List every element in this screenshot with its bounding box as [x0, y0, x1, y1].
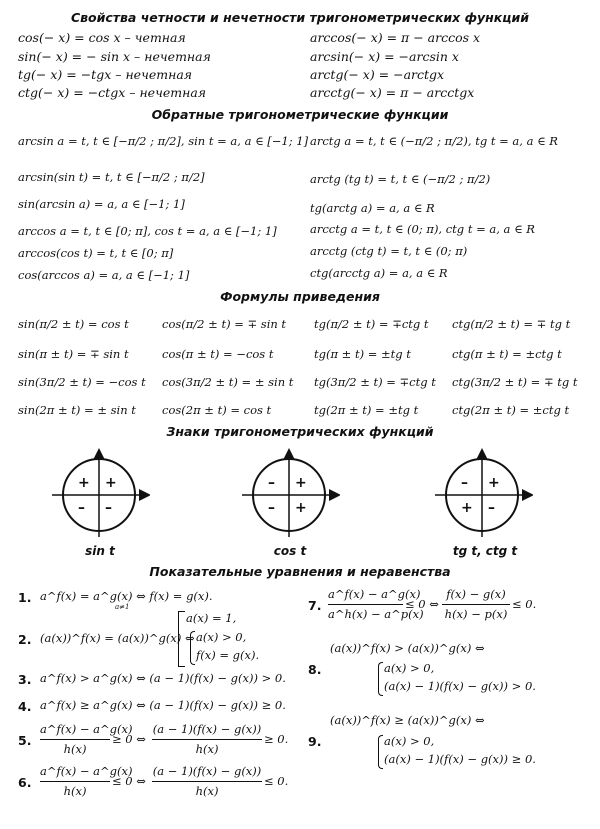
- exp-item-5-den: h(x): [63, 742, 87, 756]
- exp-item-2-formula: (a(x))^f(x) = (a(x))^g(x) ⇔: [40, 631, 195, 645]
- exp-item-6-num: a^f(x) − a^g(x): [40, 764, 133, 778]
- exp-item-6-number: 6.: [18, 775, 32, 790]
- exp-item-5-rel2: ≥ 0.: [264, 732, 289, 746]
- exp-item-7-den: a^h(x) − a^p(x): [328, 607, 424, 621]
- exp-item-5-number: 5.: [18, 733, 32, 748]
- exp-item-2-sys-0: a(x) = 1,: [186, 611, 237, 625]
- exp-item-5-num2: (a − 1)(f(x) − g(x)): [152, 722, 262, 736]
- exponential-title: Показательные уравнения и неравенства: [149, 564, 451, 579]
- exp-item-7-rel: ≤ 0 ⇔: [405, 597, 439, 611]
- tg-q1-sign: +: [488, 475, 500, 491]
- parity-title: Свойства четности и нечетности тригонометрических функций: [70, 10, 530, 25]
- reduction-r0-c2: tg(π/2 ± t) = ∓ctg t: [314, 317, 429, 331]
- exp-item-6-bar: [40, 781, 110, 782]
- tg-circle: [433, 448, 533, 538]
- exp-item-5-bar: [40, 739, 110, 740]
- cos-q2-sign: –: [268, 475, 275, 491]
- exp-item-7-num: a^f(x) − a^g(x): [328, 587, 421, 601]
- inverse-left-5: cos(arccos a) = a, a ∈ [−1; 1]: [18, 268, 190, 282]
- exp-item-5-bar2: [152, 739, 262, 740]
- inverse-right-5: ctg(arcctg a) = a, a ∈ R: [310, 266, 448, 280]
- cos-q1-sign: +: [295, 475, 307, 491]
- inverse-left-3: arccos a = t, t ∈ [0; π], cos t = a, a ∈ [−1; 1]: [18, 224, 277, 238]
- exp-item-8-sys-0: a(x) > 0,: [384, 661, 435, 675]
- exp-item-6-den: h(x): [63, 784, 87, 798]
- sin-q4-sign: –: [105, 500, 112, 516]
- reduction-r2-c1: cos(3π/2 ± t) = ± sin t: [162, 375, 294, 389]
- exp-item-7-rel2: ≤ 0.: [512, 597, 537, 611]
- cos-q4-sign: +: [295, 500, 307, 516]
- inverse-left-1: arcsin(sin t) = t, t ∈ [−π/2 ; π/2]: [18, 170, 205, 184]
- inverse-title: Обратные тригонометрические функции: [151, 107, 449, 122]
- exp-item-7-num2: f(x) − g(x): [446, 587, 506, 601]
- tg-q3-sign: +: [461, 500, 473, 516]
- reduction-title: Формулы приведения: [220, 289, 380, 304]
- exp-item-2-number: 2.: [18, 632, 32, 647]
- exp-item-9-sys-0: a(x) > 0,: [384, 734, 435, 748]
- tg-circle-label: tg t, ctg t: [452, 544, 518, 558]
- parity-right-0: arccos(− x) = π − arccos x: [310, 30, 481, 45]
- reduction-r1-c0: sin(π ± t) = ∓ sin t: [18, 347, 129, 361]
- parity-left-0: cos(− x) = cos x – четная: [18, 30, 186, 45]
- exp-item-7-bar: [328, 604, 403, 605]
- parity-right-2: arctg(− x) = −arctgx: [310, 67, 445, 82]
- reduction-r0-c0: sin(π/2 ± t) = cos t: [18, 317, 129, 331]
- exp-item-9-brace: [378, 735, 383, 769]
- exp-item-7-number: 7.: [308, 598, 322, 613]
- exp-item-8-number: 8.: [308, 662, 322, 677]
- exp-item-7-den2: h(x) − p(x): [444, 607, 508, 621]
- reduction-r0-c3: ctg(π/2 ± t) = ∓ tg t: [452, 317, 571, 331]
- exp-item-8-brace: [378, 662, 383, 696]
- sin-circle: [50, 448, 150, 538]
- parity-right-1: arcsin(− x) = −arcsin x: [310, 49, 459, 64]
- reduction-r2-c3: ctg(3π/2 ± t) = ∓ tg t: [452, 375, 578, 389]
- cos-circle: [240, 448, 340, 538]
- inverse-right-0: arctg a = t, t ∈ (−π/2 ; π/2), tg t = a, a ∈ R: [310, 134, 558, 148]
- inverse-right-2: tg(arctg a) = a, a ∈ R: [310, 201, 435, 215]
- exp-item-1-number: 1.: [18, 590, 32, 605]
- reduction-r3-c0: sin(2π ± t) = ± sin t: [18, 403, 136, 417]
- exp-item-2-brace: [190, 631, 195, 665]
- parity-left-3: ctg(− x) = −ctgx – нечетная: [18, 85, 207, 100]
- reduction-r1-c3: ctg(π ± t) = ±ctg t: [452, 347, 562, 361]
- exp-item-9-sys-1: (a(x) − 1)(f(x) − g(x)) ≥ 0.: [384, 752, 536, 766]
- signs-title: Знаки тригонометрических функций: [166, 424, 434, 439]
- exp-item-1-note: a≠1: [115, 603, 130, 611]
- exp-item-9-formula: (a(x))^f(x) ≥ (a(x))^g(x) ⇔: [330, 713, 485, 727]
- exp-item-4-number: 4.: [18, 699, 32, 714]
- exp-item-7-bar2: [442, 604, 510, 605]
- exp-item-1-formula: a^f(x) = a^g(x) ⇔ f(x) = g(x).: [40, 589, 213, 603]
- tg-q4-sign: –: [488, 500, 495, 516]
- exp-item-5-rel: ≥ 0 ⇔: [112, 732, 146, 746]
- tg-q2-sign: –: [461, 475, 468, 491]
- exp-item-5-den2: h(x): [195, 742, 219, 756]
- sin-q2-sign: +: [78, 475, 90, 491]
- exp-item-9-number: 9.: [308, 734, 322, 749]
- exp-item-6-rel: ≤ 0 ⇔: [112, 774, 146, 788]
- sin-circle-label: sin t: [85, 544, 115, 558]
- reduction-r2-c2: tg(3π/2 ± t) = ∓ctg t: [314, 375, 436, 389]
- reduction-r3-c1: cos(2π ± t) = cos t: [162, 403, 272, 417]
- exp-item-2-bracket: [178, 611, 185, 667]
- inverse-left-0: arcsin a = t, t ∈ [−π/2 ; π/2], sin t = a, a ∈ [−1; 1]: [18, 134, 309, 148]
- inverse-right-3: arcctg a = t, t ∈ (0; π), ctg t = a, a ∈ R: [310, 222, 535, 236]
- inverse-right-4: arcctg (ctg t) = t, t ∈ (0; π): [310, 244, 468, 258]
- inverse-left-2: sin(arcsin a) = a, a ∈ [−1; 1]: [18, 197, 185, 211]
- exp-item-8-sys-1: (a(x) − 1)(f(x) − g(x)) > 0.: [384, 679, 536, 693]
- reduction-r3-c3: ctg(2π ± t) = ±ctg t: [452, 403, 570, 417]
- parity-left-1: sin(− x) = − sin x – нечетная: [18, 49, 211, 64]
- reduction-r2-c0: sin(3π/2 ± t) = −cos t: [18, 375, 146, 389]
- reduction-r0-c1: cos(π/2 ± t) = ∓ sin t: [162, 317, 287, 331]
- sin-q3-sign: –: [78, 500, 85, 516]
- exp-item-4-formula: a^f(x) ≥ a^g(x) ⇔ (a − 1)(f(x) − g(x)) ≥ 0.: [40, 698, 286, 712]
- exp-item-6-rel2: ≤ 0.: [264, 774, 289, 788]
- reduction-r1-c2: tg(π ± t) = ±tg t: [314, 347, 411, 361]
- exp-item-8-formula: (a(x))^f(x) > (a(x))^g(x) ⇔: [330, 641, 485, 655]
- inverse-right-1: arctg (tg t) = t, t ∈ (−π/2 ; π/2): [310, 172, 491, 186]
- cos-q3-sign: –: [268, 500, 275, 516]
- inverse-left-4: arccos(cos t) = t, t ∈ [0; π]: [18, 246, 174, 260]
- exp-item-6-den2: h(x): [195, 784, 219, 798]
- exp-item-3-formula: a^f(x) > a^g(x) ⇔ (a − 1)(f(x) − g(x)) > 0.: [40, 671, 286, 685]
- parity-left-2: tg(− x) = −tgx – нечетная: [18, 67, 193, 82]
- reduction-r1-c1: cos(π ± t) = −cos t: [162, 347, 274, 361]
- exp-item-2-sys-2: f(x) = g(x).: [196, 648, 260, 662]
- exp-item-6-bar2: [152, 781, 262, 782]
- reduction-r3-c2: tg(2π ± t) = ±tg t: [314, 403, 419, 417]
- exp-item-2-sys-1: a(x) > 0,: [196, 630, 247, 644]
- exp-item-6-num2: (a − 1)(f(x) − g(x)): [152, 764, 262, 778]
- sin-q1-sign: +: [105, 475, 117, 491]
- parity-right-3: arcctg(− x) = π − arcctgx: [310, 85, 475, 100]
- exp-item-5-num: a^f(x) − a^g(x): [40, 722, 133, 736]
- exp-item-3-number: 3.: [18, 672, 32, 687]
- cos-circle-label: cos t: [273, 544, 307, 558]
